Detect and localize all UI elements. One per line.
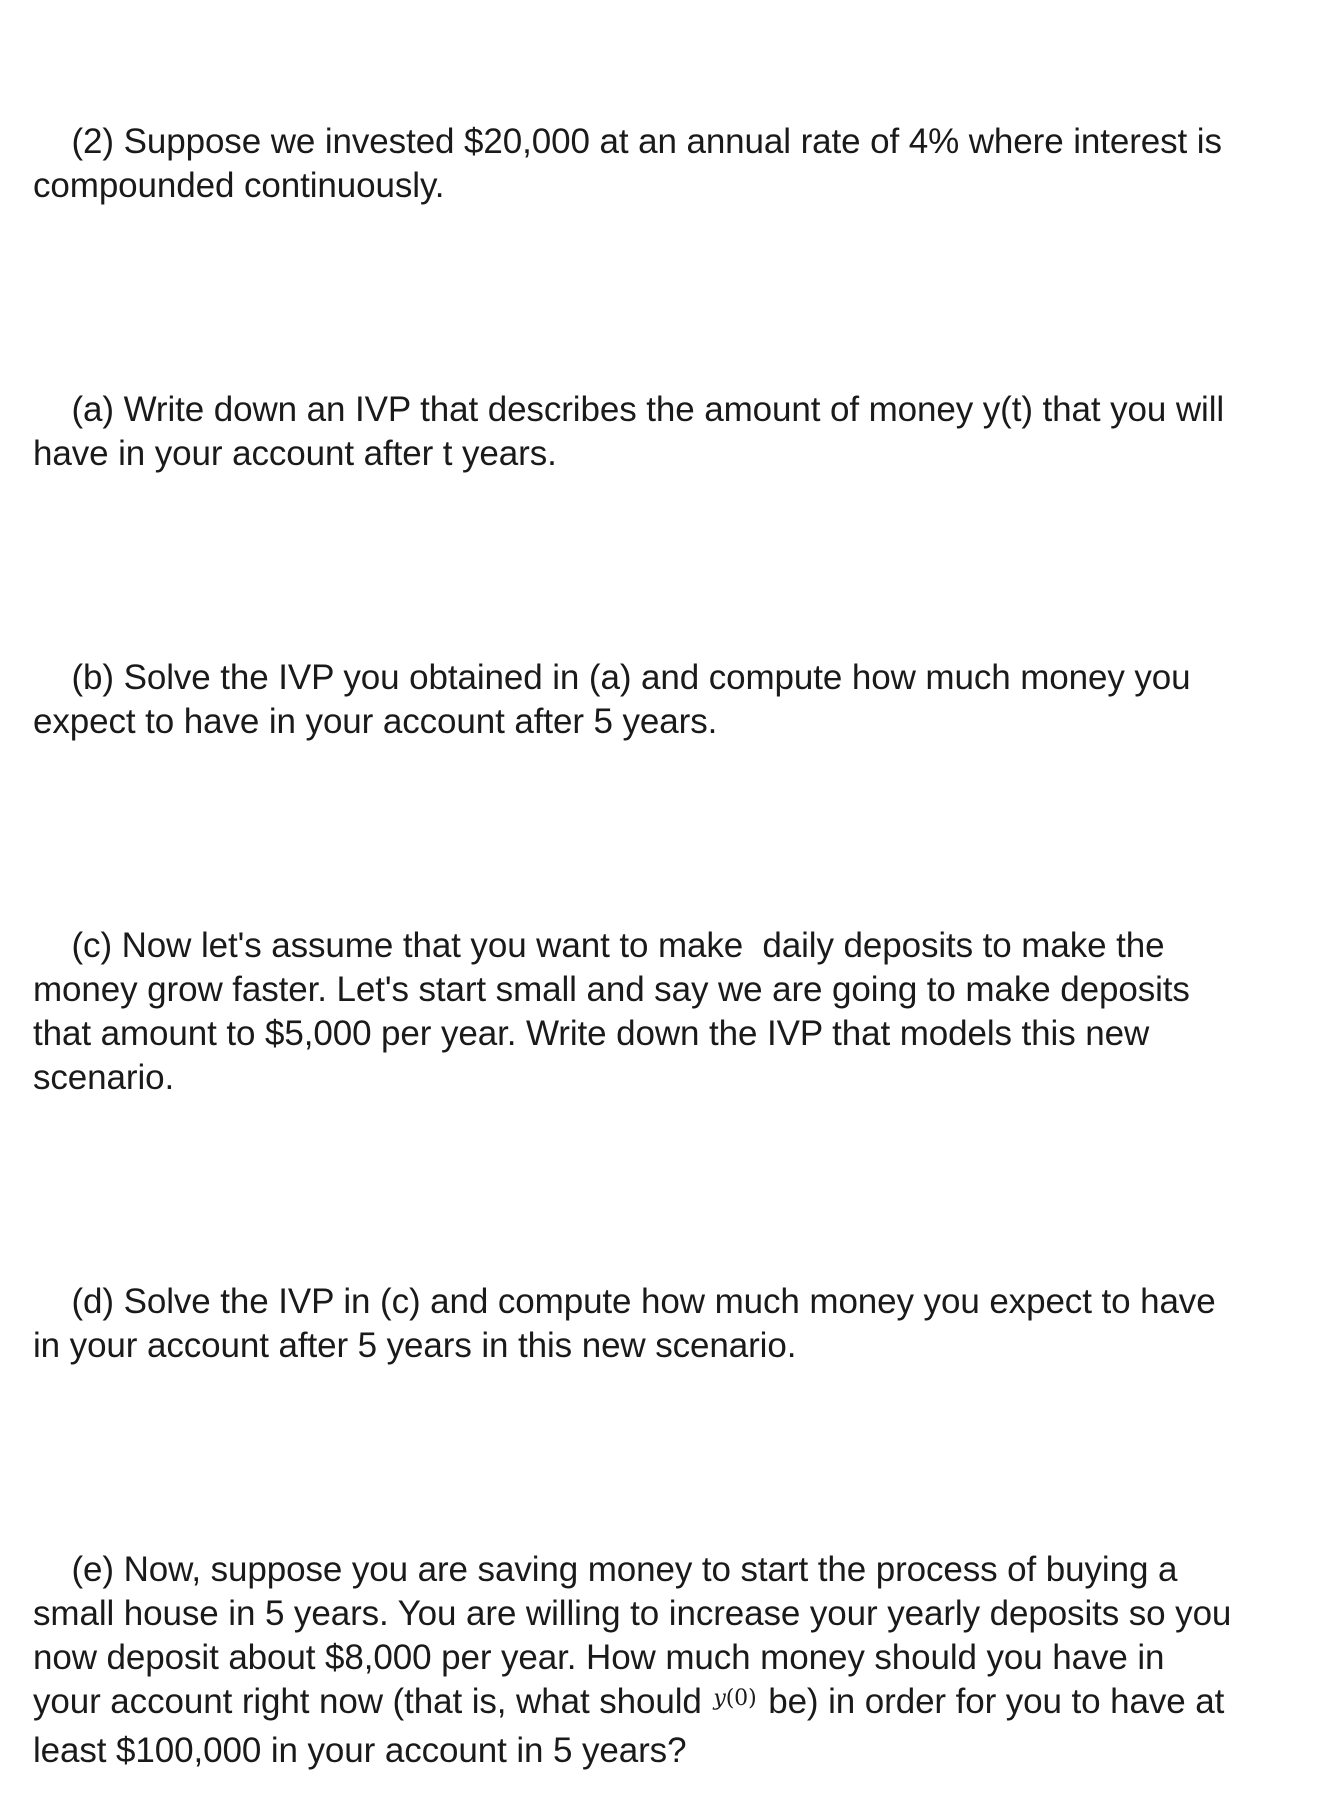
problem-document [33,76,1241,1817]
part-a-text: (a) Write down an IVP that describes the amount of money y(t) that you will have in your account after t years. [33,390,1234,473]
part-e [33,1504,1241,1817]
part-e-text-after: be) in order for you to have at least $100,000 in your account in 5 years? [33,1682,1234,1770]
part-a [33,344,1233,520]
math-variable: y [713,1686,726,1711]
part-b [33,612,1233,788]
part-d-text: (d) Solve the IVP in (c) and compute how much money you expect to have in your account after 5 years in this new scenario. [33,1282,1226,1365]
math-y-of-zero [711,1686,758,1711]
problem-intro [33,76,1233,252]
part-c-text: (c) Now let's assume that you want to make daily deposits to make the money grow faster. Let's start small and say we are going to make deposits that amount to $5,000 per year. Write down the IVP that models this new scenario. [33,926,1200,1097]
part-d [33,1236,1233,1412]
part-c [33,880,1233,1144]
math-argument: (0) [725,1686,757,1711]
part-b-text: (b) Solve the IVP you obtained in (a) and compute how much money you expect to have in your account after 5 years. [33,658,1201,741]
part-e-text-before: (e) Now, suppose you are saving money to start the process of buying a small house in 5 years. You are willing to increase your yearly deposits so you now deposit about $8,000 per year. How much money should you have in your account right now (that is, what should [33,1550,1241,1721]
problem-intro-text: (2) Suppose we invested $20,000 at an annual rate of 4% where interest is compounded continuously. [33,122,1232,205]
